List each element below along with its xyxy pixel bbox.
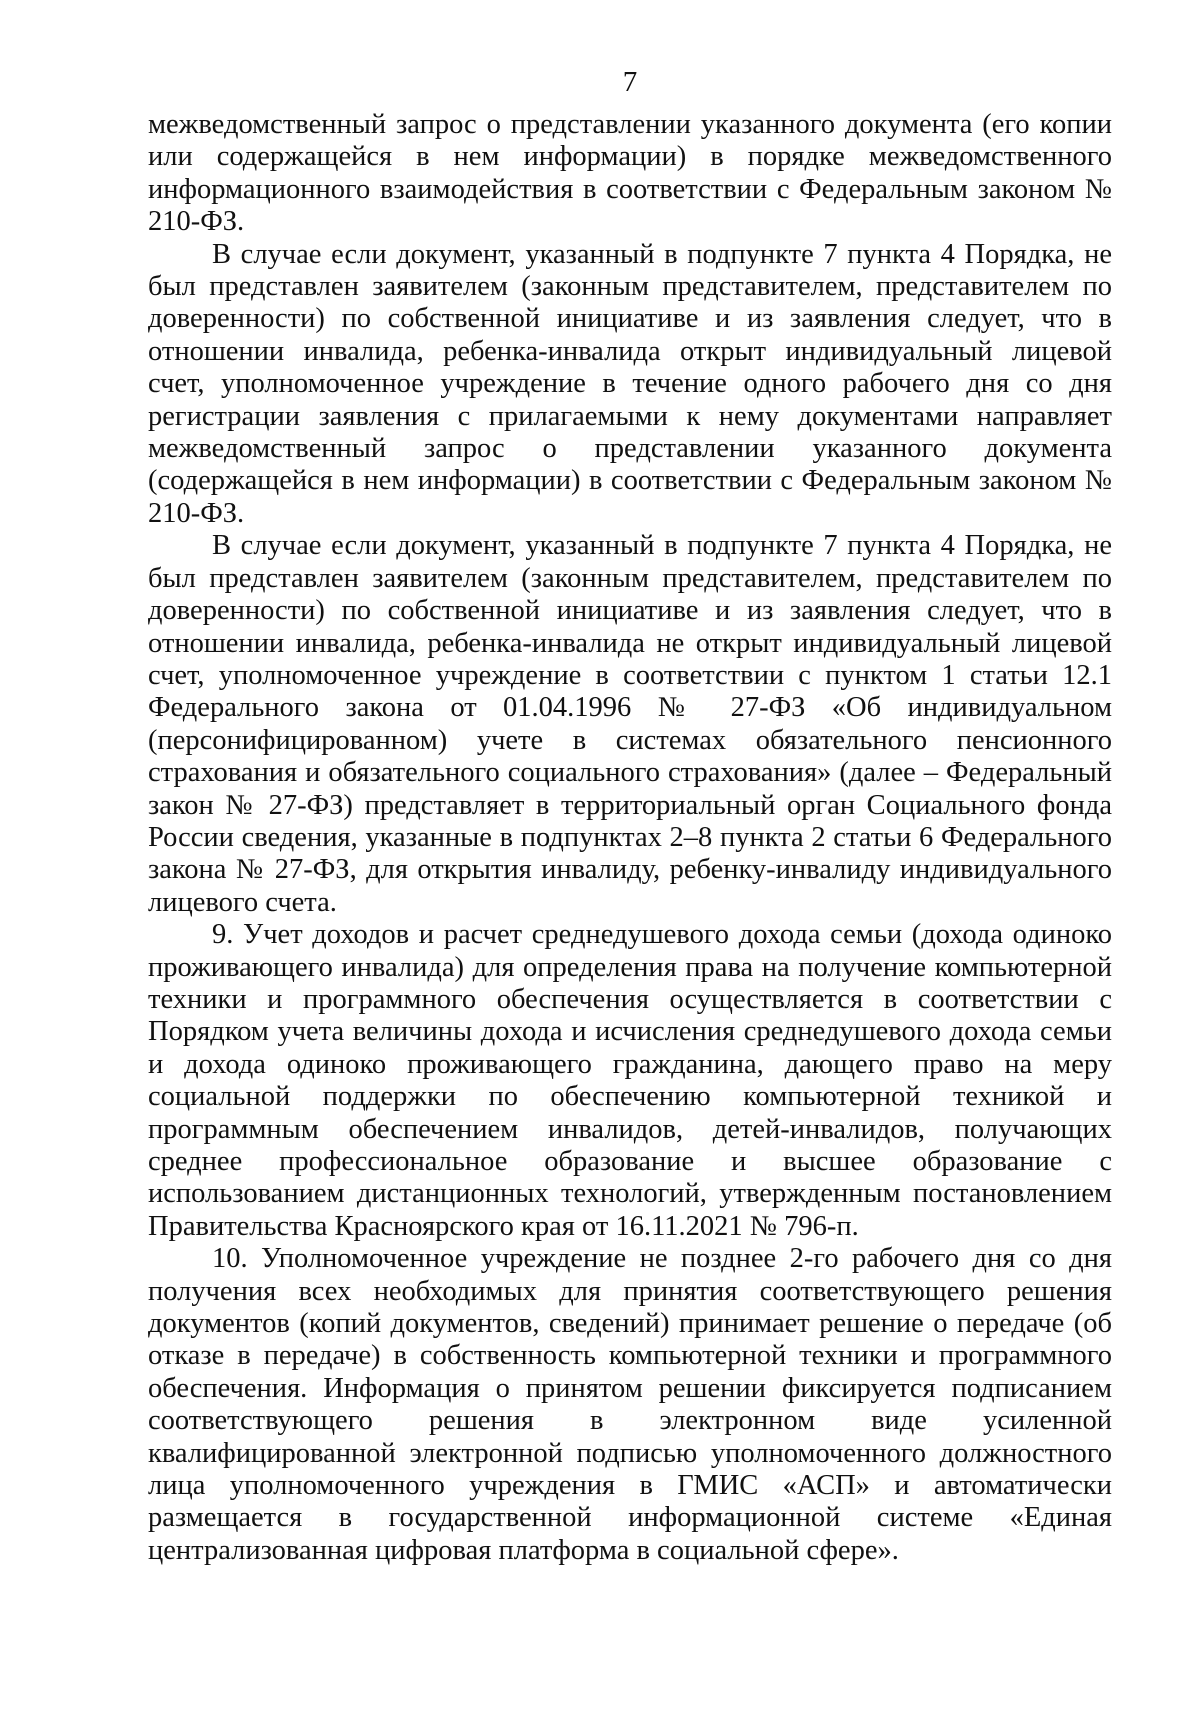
paragraph-case-account-not-open: В случае если документ, указанный в подпункте 7 пункта 4 Порядка, не был представлен заявителем (законным представителем, представителем по доверенности) по собственной инициативе и из заявления следует, что в отношении инвалида, ребенка-инвалида не открыт индивидуальный лицевой счет, уполномоченное учреждение в соответствии с пунктом 1 статьи 12.1 Федерального закона от 01.04.1996 № 27-ФЗ «Об индивидуальном (персонифицированном) учете в системах обязательного пенсионного страхования и обязательного социального страхования» (далее – Федеральный закон № 27-ФЗ) представляет в территориальный орган Социального фонда России сведения, указанные в подпунктах 2–8 пункта 2 статьи 6 Федерального закона № 27-ФЗ, для открытия инвалиду, ребенку-инвалиду индивидуального лицевого счета. xyxy=(148,530,1112,918)
paragraph-item-9: 9. Учет доходов и расчет среднедушевого дохода семьи (дохода одиноко проживающего инвалида) для определения права на получение компьютерной техники и программного обеспечения осуществляется в соответствии с Порядком учета величины дохода и исчисления среднедушевого дохода семьи и дохода одиноко проживающего гражданина, дающего право на меру социальной поддержки по обеспечению компьютерной техникой и программным обеспечением инвалидов, детей-инвалидов, получающих среднее профессиональное образование и высшее образование с использованием дистанционных технологий, утвержденным постановлением Правительства Красноярского края от 16.11.2021 № 796-п. xyxy=(148,919,1112,1242)
document-body xyxy=(148,109,1112,1567)
paragraph-continuation: межведомственный запрос о представлении указанного документа (его копии или содержащейся в нем информации) в порядке межведомственного информационного взаимодействия в соответствии с Федеральным законом № 210-ФЗ. xyxy=(148,109,1112,238)
page-number: 7 xyxy=(622,66,638,98)
paragraph-case-account-open: В случае если документ, указанный в подпункте 7 пункта 4 Порядка, не был представлен заявителем (законным представителем, представителем по доверенности) по собственной инициативе и из заявления следует, что в отношении инвалида, ребенка-инвалида открыт индивидуальный лицевой счет, уполномоченное учреждение в течение одного рабочего дня со дня регистрации заявления с прилагаемыми к нему документами направляет межведомственный запрос о представлении указанного документа (содержащейся в нем информации) в соответствии с Федеральным законом № 210-ФЗ. xyxy=(148,238,1112,529)
paragraph-item-10: 10. Уполномоченное учреждение не позднее 2-го рабочего дня со дня получения всех необходимых для принятия соответствующего решения документов (копий документов, сведений) принимает решение о передаче (об отказе в передаче) в собственность компьютерной техники и программного обеспечения. Информация о принятом решении фиксируется подписанием соответствующего решения в электронном виде усиленной квалифицированной электронной подписью уполномоченного должностного лица уполномоченного учреждения в ГМИС «АСП» и автоматически размещается в государственной информационной системе «Единая централизованная цифровая платформа в социальной сфере». xyxy=(148,1243,1112,1566)
